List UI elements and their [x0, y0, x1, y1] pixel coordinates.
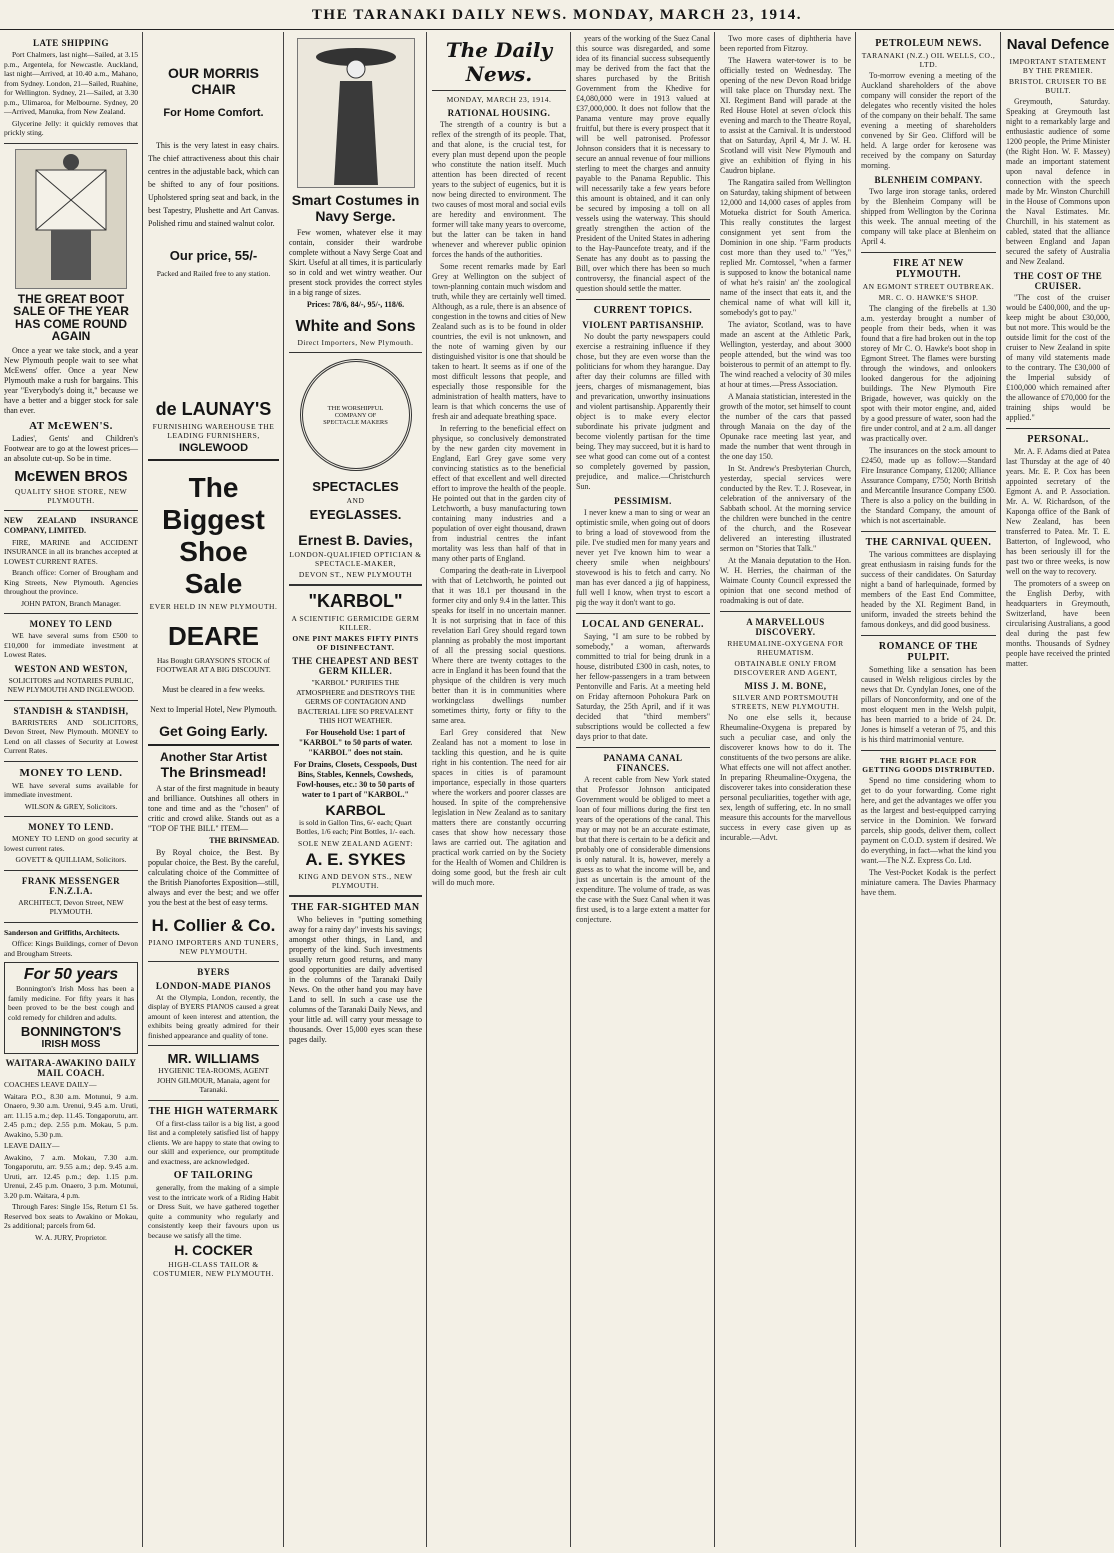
editorial-paragraph: The strength of a country is but a reflex of the strength of its people. That, and that alone, is the crucial test, for every plan must depend upon the people who constitute the nation itself. Much attention has been directed of recent years to the subject of eugenics, but it is now being directed to environment. The two causes of most moral and social evils are heredity and environment. The former will take many years to overcome, but the latter can be taken in hand whenever and wherever public opinion forces the hands of the authorities.: [432, 120, 566, 259]
violent-body: No doubt the party newspapers could exercise a restraining influence if they chose, but they are even worse than the politicians for whom they harangue. Day after day their columns are filled with jeers, charges of mismanagement, bias and prevarication, unworthy insinuations and violent partisanship. Apparently their object is to make every elector subordinate his private judgment and become violently partisan for the time being. They may succeed, but it is hard to see what good can come out of a contest so completely governed by passion, prejudice, and malice.—Christchurch Sun.: [576, 332, 710, 491]
boot-sale-heading: THE GREAT BOOT SALE OF THE YEAR HAS COME ROUND AGAIN: [13, 291, 129, 344]
moss-brand: BONNINGTON'S: [20, 1024, 122, 1040]
blenheim-body: Two large iron storage tanks, ordered by the Blenheim Company will be shipped from Wellington by the Corinna this week. The annual meeting of the company will take place at Blenheim on April 4.: [861, 187, 996, 246]
coach-heading: WAITARA-AWAKINO DAILY MAIL COACH.: [5, 1058, 137, 1079]
editorial-date: MONDAY, MARCH 23, 1914.: [446, 95, 552, 104]
chair-heading: OUR MORRIS CHAIR: [168, 65, 259, 97]
chair-sub: For Home Comfort.: [163, 107, 264, 119]
boot-sale-illustration: [15, 149, 127, 289]
williams-body: HYGIENIC TEA-ROOMS, AGENT JOHN GILMOUR, Manaia, agent for Taranaki.: [157, 1066, 270, 1094]
shoe-sale-ad: [148, 465, 279, 746]
carnival-heading: THE CARNIVAL QUEEN.: [865, 537, 992, 548]
karbol-agent: SOLE NEW ZEALAND AGENT:: [298, 838, 413, 848]
mcewens-heading: AT McEWEN'S.: [29, 419, 113, 432]
sale-line-2: Biggest: [162, 503, 265, 535]
sanderson-body: Office: Kings Buildings, corner of Devon and Brougham Streets.: [4, 939, 138, 958]
naval-body: Greymouth, Saturday. Speaking at Greymouth last night to a remarkably large and enthusiastic audience of some 1200 people, the Prime Minister (the Right Hon. W. F. Massey) made an important statement upon naval defence in connection with the speech made by Mr. Winston Churchill in the House of Commons upon the Naval Estimates. Mr. Churchill, in his statement as cabled, stated that the alliance between England and Japan secured the safety of Australia and New Zealand.: [1006, 97, 1110, 266]
karbol-body: "KARBOL" PURIFIES THE ATMOSPHERE and DESTROYS THE GERMS OF CONTAGION AND BACTERIAL LIFE SO PREVALENT THIS HOT WEATHER.: [296, 678, 415, 725]
karbol-heading: "KARBOL": [308, 591, 403, 611]
fire-sub: AN EGMONT STREET OUTBREAK.: [862, 282, 995, 291]
shipping-heading: LATE SHIPPING: [32, 38, 110, 48]
fares: Through Fares: Single 15s, Return £1 5s. Reserved box seats to Awakino or Mokau, 2s additional; parcels from 6d.: [4, 1202, 138, 1231]
standish-body: BARRISTERS AND SOLICITORS, Devon Street, New Plymouth. MONEY to Lend on all classes of Security at Lowest Current Rates.: [4, 717, 138, 756]
lady-illustration: [297, 38, 415, 188]
money2-heading: MONEY TO LEND.: [19, 766, 123, 779]
morris-chair-ad: [148, 34, 279, 461]
local-text-1: The Hawera water-tower is to be officially tested on Wednesday. The opening of the new Devon Road bridge will take place on Thursday next. The XI. Regiment Band will parade at the Red House Hotel at seven o'clock this evening and march to the Theatre Royal, to assist at the Carnival. It is understood that on Saturday, April 4, Mr J. W. H. Scotland will visit New Plymouth and give an exhibition of flying in his Caudron biplane.: [720, 56, 851, 175]
watermark-body: Of a first-class tailor is a big list, a good list and a completely satisfied list of happy clients. We are happy to state that owing to our skill and experience, our promptitude and exactness, are acknowledged.: [148, 1118, 279, 1166]
local-text-2: The Rangatira sailed from Wellington on Saturday, taking shipment of between 12,000 and 14,000 cases of apples from Motueka district for South America. This really constitutes the largest consignment yet sent from the Dominion in one ship. "Farm products cost more than they used to." "Yes," replied Mr. Corntossel, "when a farmer is supposed to know the botanical name of what he's raisin' an' the zoological name of the insect that eats it, and the chemical name of what will kill it, somebody's got to pay.": [720, 178, 851, 317]
taranaki-oil-heading: TARANAKI (N.Z.) OIL WELLS, CO., LTD.: [861, 51, 996, 69]
govett-quilliam: GOVETT & QUILLIAM, Solicitors.: [15, 855, 127, 865]
karbol2-heading: KARBOL: [325, 801, 386, 818]
fire-sub2: MR. C. O. HAWKE'S SHOP.: [878, 293, 979, 302]
pessimism-heading: PESSIMISM.: [614, 496, 672, 506]
chair-price: Our price, 55/-: [169, 248, 258, 263]
bonnington-ad: [4, 962, 138, 1054]
coach-sub: COACHES LEAVE DAILY—: [4, 1080, 97, 1090]
marvellous-body: No one else sells it, because Rheumaline-Oxygena is prepared by such a peculiar case, and only the discoverer knows how to do it. The constituents of the two persons are alike. What effects one will not affect another. In preparing Rheumaline-Oxygena, the discoverer takes into consideration these personal peculiarities, together with age, sex, length of suffering, etc. In no small measure this accounts for the marvellous success in every case given up as incurable.—Advt.: [720, 713, 851, 842]
lady-figure-icon: [298, 39, 414, 187]
kodak-text: The Vest-Pocket Kodak is the perfect miniature camera. The Davies Pharmacy have them.: [861, 868, 996, 897]
moss-body: Bonnington's Irish Moss has been a family medicine. For fifty years it has been proved to be the best cough and cold remedy for children and adults.: [8, 984, 134, 1022]
star-heading: Another Star Artist: [160, 749, 267, 764]
tailoring-body: generally, from the making of a simple vest to the intricate work of a Riding Habit or Dress Suit, we have gathered together quite a community who regularly and consistently keep their favours upon us because we satisfy all the time.: [148, 1183, 279, 1240]
editorial-paragraph: Comparing the death-rate in Liverpool with that of Letchworth, he pointed out that it was 18.1 per thousand in the former city and only 9.4 in the latter. This speaks for itself in no uncertain manner. It is not surprising that in face of this revelation Earl Grey should regard town planning as probably the most important of all the pressing social questions. Where there are twenty cottages to the acre in England it has been found that the physique of the children is very much better than it is in communities where workingclass dwellings number sometimes thirty, forty or fifty to the same area.: [432, 566, 566, 725]
sykes-loc: KING AND DEVON STS., NEW PLYMOUTH.: [298, 871, 413, 890]
deare-heading: DEARE: [167, 620, 259, 651]
column-1: [0, 32, 143, 1547]
cocker-heading: H. COCKER: [174, 1242, 253, 1258]
insurance-manager: JOHN PATON, Branch Manager.: [21, 598, 121, 608]
brinsmead-body2: By Royal choice, the Best. By popular choice, the Best. By the careful, calculating choice of the Committee of the British Pianofortes Exposition—still, always and ever the best; and we offer you the best at the best of easy terms.: [148, 847, 279, 907]
diphtheria-text: Two more cases of diphtheria have been reported from Fitzroy.: [720, 34, 851, 53]
local-heading: LOCAL AND GENERAL.: [581, 619, 705, 630]
naval-heading: Naval Defence: [1006, 36, 1110, 53]
editorial-paragraph: Some recent remarks made by Earl Grey at Wellington on the subject of town-planning contain much wisdom and truth, while they are certainly well timed. Although, as a rule, there is an absence of congestion in the towns and cities of New Zealand such as is to be found in older countries, the evil is not unknown, and the note of warning given by our distinguished visitor is one that should be taken to heart. It seems as if one of the most difficult lessons that people, and especially those responsible for the administration of health matters, have to learn is that which concerns the use of fresh air and adequate breathing space.: [432, 262, 566, 421]
mcewen-bros: McEWEN BROS: [14, 467, 128, 485]
editorial-paragraph: Earl Grey considered that New Zealand has not a moment to lose in tackling this question, and he is quite right in his contention. The need for air spaces in cities is of paramount importance, especially in those quarters where the workers and poorer classes are housed. In spite of the comprehensive legislation in New Zealand as to sanitary matters there are constantly occurring cases that show how necessary those laws are carried out. The agitation and practical work carried on by the Society for the Health of Women and Children is doing some good, but the fresh air cult will do much more.: [432, 728, 566, 887]
whites-heading: White and Sons: [295, 318, 416, 335]
personal-heading: PERSONAL.: [1027, 434, 1089, 445]
chair-note: Packed and Railed free to any station.: [156, 269, 271, 278]
local-text-6: At the Manaia deputation to the Hon. W. H. Herries, the chairman of the Waimate County Council expressed the opinion that one second method of roadmaking is out of date.: [720, 556, 851, 605]
carnival-body: The various committees are displaying great enthusiasm in raising funds for the success of their candidates. On Saturday night a band of harlequinade, formed by members of the East End Committee, headed by the XI. Regiment Band, in uniform, invaded the streets behind the famous donkeys, and did good business.: [861, 550, 996, 629]
cost-body: "The cost of the cruiser would be £400,000, and the up-keep might be about £30,000, but not more. This would be the outside limit for the cost of the cruiser to New Zealand in spite of many vild statements made to the contrary. The £30,000 of the Imperial subsidy of £100,000 which remained after the allowance of £70,000 for the training ships would be applied.": [1006, 293, 1110, 422]
masthead-title: THE TARANAKI DAILY NEWS. MONDAY, MARCH 23, 1914.: [311, 7, 803, 23]
brinsmead-body: A star of the first magnitude in beauty and brilliance. Outshines all others in tone and time and as the "chosen" of critic and crowd alike. Stands out as a "TOP OF THE BILL" ITEM—: [148, 783, 279, 833]
brinsmead-heading: The Brinsmead!: [160, 763, 267, 780]
cost-heading: THE COST OF THE CRUISER.: [1013, 271, 1103, 291]
deare-loc: Next to Imperial Hotel, New Plymouth.: [150, 704, 277, 714]
local-text-4: A Manaia statistician, interested in the growth of the motor, set himself to count the number of the cars that passed through Manaia on the day of the Opunake race meeting last year, and made the number that went through in the one day 150.: [720, 392, 851, 461]
goods-heading: THE RIGHT PLACE FOR GETTING GOODS DISTRIBUTED.: [862, 756, 995, 774]
marvellous-agent: MISS J. M. BONE,: [744, 681, 827, 691]
collier-sub: PIANO IMPORTERS AND TUNERS, NEW PLYMOUTH.: [148, 937, 279, 956]
karbol-cheapest: THE CHEAPEST AND BEST GERM KILLER.: [292, 656, 419, 676]
goods-body: Spend no time considering whom to get to do your forwarding. Come right here, and get the advantages we offer you as the largest and best-equipped carrying service in the Dominion. We forward parcels, ship goods, deliver them, collect payment on C.O.D. system if desired. We do everything, in fact—what the kind you want.—The N.Z. Express Co. Ltd.: [861, 776, 996, 865]
money-heading: MONEY TO LEND: [29, 619, 113, 630]
sale-line-3: Shoe: [179, 535, 248, 567]
sykes-heading: A. E. SYKES: [305, 849, 406, 869]
karbol-sub: A SCIENTIFIC GERMICIDE GERM KILLER.: [291, 614, 420, 632]
spectacle-makers-seal-icon: [300, 359, 412, 471]
local-text-5: In St. Andrew's Presbyterian Church, yesterday, special services were conducted by the Rev. T. J. Rosevear, in celebration of the anniversary of the Sabbath school. At the morning service the children were bunched in the centre of the church, and the Rosevear delivered an interesting illustrated sermon on "Stories that Talk.": [720, 464, 851, 553]
watermark-heading: THE HIGH WATERMARK: [148, 1105, 279, 1117]
fire-body: The clanging of the firebells at 1.30 a.m. yesterday brought a number of people from their beds, when it was found that a fire had broken out in the top storey of Mr C. O. Hawke's boot shop in Egmont Street. The flames were bursting through the windows, and onlookers looked dangerous for the adjoining buildings. The New Plymouth Fire Brigade, however, was quickly on the spot with their motor engine, and, aided by a good pressure of water, soon had the fire under control, and at 2 a.m. all danger was practically over.: [861, 304, 996, 443]
finance-heading: PANAMA CANAL FINANCES.: [603, 753, 683, 773]
sweep-text: The promoters of a sweep on the English Derby, with headquarters in Greymouth, Switzerland, have been circularising Australians, a good deal during the past few months. Thousands of Sydney people have received the printed matter.: [1006, 579, 1110, 668]
messenger-heading: FRANK MESSENGER F.N.Z.I.A.: [21, 875, 121, 896]
local-text-3: The aviator, Scotland, was to have made an ascent at the Athletic Park, Wellington, yesterday, and about 3000 people attended, but the wind was too boisterous to permit of an attempt to fly. The wind reached a velocity of 30 miles at hour at times.—Press Association.: [720, 320, 851, 389]
masthead: [0, 0, 1114, 30]
karbol-drains: For Drains, Closets, Cesspools, Dust Bins, Stables, Kennels, Cowsheds, Fowl-houses, etc.: 30 to 50 parts of water to 1 part of "KARBOL.": [293, 759, 418, 799]
deare-body: Has Bought GRAYSON'S STOCK of FOOTWEAR AT A BIG DISCOUNT.: [156, 655, 271, 674]
byers-sub: LONDON-MADE PIANOS: [155, 980, 272, 991]
glycerine-ad: Glycerine Jelly: it quickly removes that prickly sting.: [4, 118, 138, 137]
mcewen-bros-sub: QUALITY SHOE STORE, NEW PLYMOUTH.: [14, 486, 128, 505]
column-6: [716, 32, 856, 1547]
column-4: [428, 32, 571, 1547]
column-8: [1002, 32, 1114, 1547]
seal-text: THE WORSHIPFUL COMPANY OF SPECTACLE MAKERS: [323, 404, 388, 426]
moss-years: For 50 years: [23, 966, 119, 984]
column-2: [144, 32, 284, 1547]
spectacles-heading: SPECTACLES: [312, 479, 399, 494]
collier-heading: H. Collier & Co.: [151, 915, 276, 935]
mcewens-body: Ladies', Gents' and Children's Footwear are to go at the lowest prices—an absolute cut-up. So be in time.: [4, 433, 138, 463]
bristol-sub: BRISTOL CRUISER TO BE BUILT.: [1009, 77, 1107, 95]
topics-heading: CURRENT TOPICS.: [593, 305, 693, 316]
marvellous-heading: A MARVELLOUS DISCOVERY.: [746, 617, 825, 637]
prices: Prices: 78/6, 84/-, 95/-, 118/6.: [306, 300, 405, 309]
insurance-branch: Branch office: Corner of Brougham and King Streets, New Plymouth. Agencies throughout the province.: [4, 568, 138, 597]
davies-heading: Ernest B. Davies,: [298, 532, 413, 548]
farsighted-heading: THE FAR-SIGHTED MAN: [291, 901, 420, 913]
weston-heading: WESTON AND WESTON,: [14, 663, 128, 674]
blenheim-heading: BLENHEIM COMPANY.: [874, 175, 983, 185]
romance-heading: ROMANCE OF THE PULPIT.: [878, 641, 979, 663]
daily-news-title: The Daily News.: [432, 34, 566, 91]
violent-heading: VIOLENT PARTISANSHIP.: [582, 320, 704, 330]
marvellous-loc: SILVER AND PORTSMOUTH STREETS, NEW PLYMOUTH.: [731, 693, 840, 711]
insurance-heading: NEW ZEALAND INSURANCE COMPANY, LIMITED.: [4, 515, 138, 535]
fire-body2: The insurances on the stock amount to £2450, made up as follow:—Standard Fire Insurance Company, £1200; Alliance Assurance Company, £750; North British and Mercantile Insurance Company £500. There is also a policy on the building in the Standard Company, the amount of which is not ascertainable.: [861, 446, 996, 525]
shipping-text: Port Chalmers, last night—Sailed, at 3.15 p.m., Argentela, for Newcastle. Auckland, last night—Arrived, at 10.40 a.m., Mahano, from Sydney. London, 21—Sailed, Ruahine, for Wellington. Sydney, 21—Sailed, at 3.30 p.m., Ulimaroa, for Melbourne. Sydney, 20—Arrived, Manuka, from New Zealand.: [4, 50, 138, 116]
pessimism-body: I never knew a man to sing or wear an optimistic smile, when going out of doors to bring a load of stovewood from the pile. I've studied men for many years and never yet I've known him to wear a cheery smile when neighbours' stovewood is his to fetch and carry. No man has ever danced a jig of happiness, full well I know, when tryst to escort a pig the way it don't want to go.: [576, 508, 710, 607]
whites-sub: Direct Importers, New Plymouth.: [297, 338, 414, 347]
column-7: [857, 32, 1001, 1547]
sanderson-heading: Sanderson and Griffiths, Architects.: [4, 927, 120, 937]
oil-body: To-morrow evening a meeting of the Auckland shareholders of the above company will consider the report of the delegates who recently visited the holes of the company on their behalf. The same evening a meeting of shareholders convened by Sir Geo. Clifford will be held. A large order for kerosene was received by the company on Saturday morning.: [861, 71, 996, 170]
karbol-price: is sold in Gallon Tins, 6/- each; Quart Bottles, 1/6 each; Pint Bottles, 1/- each.: [296, 817, 415, 836]
delaunay-heading: de LAUNAY'S: [155, 398, 272, 419]
boot-sale-body: Once a year we take stock, and a year New Plymouth people wait to see what McEwens' offer. Once a year New Plymouth make a rush for bargains. This year "Everybody's doing it," because we have a better and a bigger stock for sale than ever.: [4, 345, 138, 415]
sale-sub: EVER HELD IN NEW PLYMOUTH.: [149, 601, 278, 611]
delaunay-sub: FURNISHING WAREHOUSE THE LEADING FURNISHERS,: [152, 421, 275, 440]
davies-sub: LONDON-QUALIFIED OPTICIAN & SPECTACLE-MAKER,: [289, 550, 422, 568]
insurance-body: FIRE, MARINE and ACCIDENT INSURANCE in all its branches accepted at LOWEST CURRENT RATES.: [4, 537, 138, 566]
sale-line-1: The: [188, 471, 239, 503]
figure-reading-icon: [16, 150, 126, 288]
money3-body: MONEY TO LEND on good security at lowest current rates.: [4, 834, 138, 853]
moss-name: IRISH MOSS: [41, 1039, 101, 1051]
editorial-heading: RATIONAL HOUSING.: [447, 108, 551, 118]
cocker-sub: HIGH-CLASS TAILOR & COSTUMIER, NEW PLYMOUTH.: [153, 1260, 274, 1278]
local-body: Saying, "I am sure to be robbed by somebody," a woman, afterwards committed to trial for being drunk in a house, distributed £300 in cash, notes, to her fellow-passengers in a tram between Pentonville and Faris. At a meeting held on Friday afternoon Pohokura Park on Saturday, the 25th April, and if it was decided that "third members" subscriptions would be collected a few days prior to that date.: [576, 632, 710, 741]
sale-line-4: Sale: [184, 567, 243, 599]
messenger-body: ARCHITECT, Devon Street, NEW PLYMOUTH.: [18, 897, 124, 917]
column-5: [572, 32, 715, 1547]
jury: W. A. JURY, Proprietor.: [35, 1232, 107, 1242]
money2-body: WE have several sums available for immediate investment.: [4, 780, 138, 800]
leave-times: Awakino, 7 a.m. Mokau, 7.30 a.m. Tongaporutu, arr. 9.55 a.m.; dep. 9.45 a.m. Uruti, arr. 12.45 p.m.; dep. 1.15 p.m. Urenui, 2.45 p.m. Onaero, 3 p.m. Motunui, 3.20 p.m. Waitara, 4 p.m.: [4, 1152, 138, 1200]
fire-heading: FIRE AT NEW PLYMOUTH.: [893, 258, 964, 280]
column-3: [285, 32, 427, 1547]
deare-note: Must be cleared in a few weeks.: [162, 684, 265, 694]
byers-body: At the Olympia, London, recently, the display of BYERS PIANOS caused a great amount of keen interest and attention, the exhibits being greatly admired for their finished appearance and quality of tone.: [148, 992, 279, 1040]
money3-heading: MONEY TO LEND.: [28, 822, 114, 833]
marvellous-sub2: OBTAINABLE ONLY FROM DISCOVERER AND AGENT,: [733, 659, 838, 677]
leave-sub: LEAVE DAILY—: [4, 1141, 60, 1151]
williams-heading: MR. WILLIAMS: [167, 1051, 260, 1066]
editorial-paragraph: In referring to the beneficial effect on physique, so conclusively demonstrated by the new garden city movement in England, Earl Grey gave some very convincing statistics as to the beneficial effect of that excellent and well directed effort to improve the health of the people. He pointed out that in the garden city of Letchworth, a busy manufacturing town containing many industries and a population of over eight thousand, drawn from industrial centres the infant mortality was less than half of that in many other parts of England.: [432, 424, 566, 563]
get-going: Get Going Early.: [159, 722, 268, 739]
eyeglasses-heading: EYEGLASSES.: [309, 507, 402, 522]
karbol-household: For Household Use: 1 part of "KARBOL" to 50 parts of water. "KARBOL" does not stain.: [298, 727, 413, 757]
money-body: WE have several sums from £500 to £10,000 for immediate investment at Lowest Rates.: [4, 631, 138, 660]
chair-body: This is the very latest in easy chairs. The chief attractiveness about this chair centres in the adjustable back, which can be shifted to any of four positions. Upholstered spring seat and back, in the best Tapestry, Plushette and Art Canvas. Polished rimu and stained walnut color.: [148, 141, 279, 228]
spectacles-and: AND: [346, 496, 365, 505]
smart-heading: Smart Costumes in Navy Serge.: [291, 192, 420, 224]
farsighted-body: Who believes in "putting something away for a rainy day" invests his savings; amongst other things, in Land, and property of the kind. Such investments usually return good returns, and many good opportunities are daily advertised in the columns of the Taranaki Daily News. On the other hand you may have Land to sell. In such a case use the columns of the Taranaki Daily News, and your little ad. will carry your message to thousands. Over 15,000 eyes scan these pages daily.: [289, 914, 422, 1044]
brinsmead-title: THE BRINSMEAD.: [209, 835, 279, 845]
byers-heading: BYERS: [197, 966, 230, 977]
marvellous-sub: RHEUMALINE-OXYGENA FOR RHEUMATISM.: [727, 639, 844, 657]
finance-body: A recent cable from New York stated that Professor Johnson anticipated Government would be obliged to meet a loan of four millions during the first ten years of the operations of the canal. This may or may not be an accurate estimate, but that there is certain to be a deficit and probably one of considerable dimensions is only natural. It is, however, merely a guess as to what the income will be, and just as uncertain is the amount of the expenditure. The volume of trade, as was the case with the Suez Canal when it was first used, is to a large extent a matter for conjecture.: [576, 775, 710, 924]
petroleum-heading: PETROLEUM NEWS.: [875, 38, 982, 49]
weston-body: SOLICITORS and NOTARIES PUBLIC, NEW PLYMOUTH AND INGLEWOOD.: [7, 675, 135, 695]
delaunay-town: INGLEWOOD: [178, 441, 249, 454]
standish-heading: STANDISH & STANDISH,: [13, 705, 129, 716]
tailoring-heading: OF TAILORING: [173, 1170, 254, 1181]
karbol-pint: ONE PINT MAKES FIFTY PINTS OF DISINFECTANT.: [292, 634, 419, 652]
wilson-grey: WILSON & GREY, Solicitors.: [24, 801, 118, 811]
personal-body: Mr. A. F. Adams died at Patea last Thursday at the age of 40 years. Mr. E. P. Cox has been appointed secretary of the Egmont A. and P. Association. Mr. A. W. Richardson, of the Kaponga office of the Bank of New Zealand, has been transferred to Patea. Mr. T. E. Batterton, of Inglewood, who has been seriously ill for the past two or three weeks, is now well on the way to recovery.: [1006, 447, 1110, 576]
suez-text: years of the working of the Suez Canal this source was disregarded, and some idea of its financial success subsequently may be derived from the fact that the shares purchased by the British Government from the Khedive for £4,080,000 were in 1913 valued at £37,000,000. It does not follow that the Panama venture may prove equally fruitful, but there is every prospect that it will be well patronised. Professor Johnson considers that it is necessary to secure an annual revenue of four millions sterling to meet the charges and annuity payable to the Panama Republic. This will necessarily take a few years before this amount is obtained, and it can only be secured by imposing a toll on all vessels using the waterway. This should greatly strengthen the action of the President of the United States in adhering to the Hay-Pauncefote treaty, and if the Senate has any doubt as to passing the Bill, over which there has been so much controversy, the financial aspect of the question should settle the matter.: [576, 34, 710, 293]
smart-body: Few women, whatever else it may contain, consider their wardrobe complete without a Navy Serge Coat and Skirt. Useful at all times, it is particularly so in cold and wet wintry weather. Our present stock provides the correct styles in a big range of sizes.: [289, 228, 422, 297]
davies-loc: DEVON ST., NEW PLYMOUTH: [298, 570, 413, 579]
coach-times: Waitara P.O., 8.30 a.m. Motunui, 9 a.m. Onaero, 9.30 a.m. Urenui, 9.45 a.m. Uruti, arr. 11.15 a.m.; dep. 11.45. Tongaporutu, arr. 2.45 p.m.; dep. 2.55 p.m. Mokau, 5 p.m. Awakino, 5.30 p.m.: [4, 1091, 138, 1139]
romance-body: Something like a sensation has been caused in Welsh religious circles by the news that Dr. Cyndylan Jones, one of the pillars of Nonconformity, and one of the most eloquent men in the Welsh pulpit, has been married to a bride of 24. Dr. Jones is himself a veteran of 75, and this is his third matrimonial venture.: [861, 665, 996, 744]
naval-sub: IMPORTANT STATEMENT BY THE PREMIER.: [1009, 57, 1107, 75]
